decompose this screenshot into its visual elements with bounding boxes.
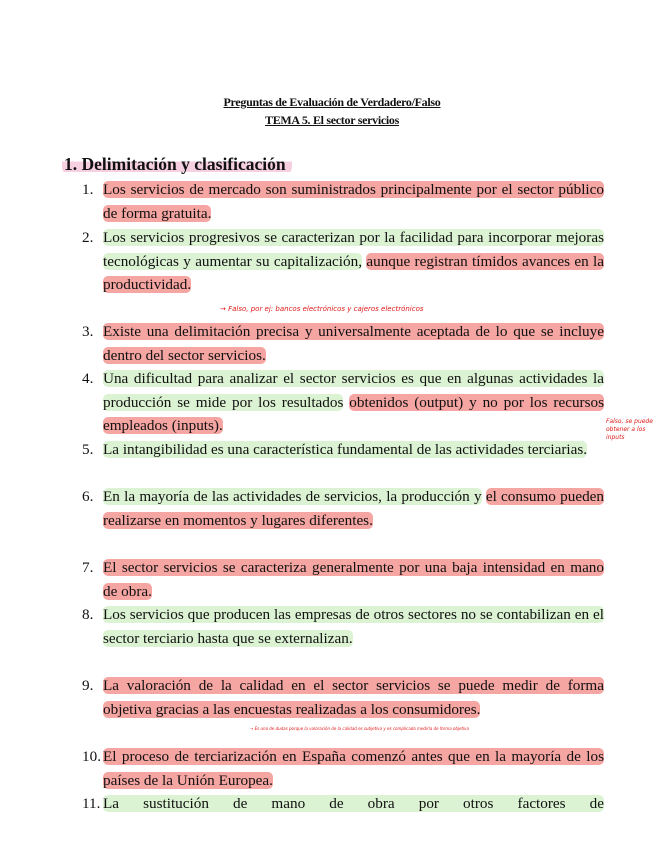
document-subtitle: TEMA 5. El sector servicios xyxy=(265,113,399,127)
question-text-highlight-red: aunque registran tímidos avances en la productividad. xyxy=(103,252,604,294)
question-text: La sustitución de mano de obra por otros factores de xyxy=(103,795,604,812)
question-number: 2. xyxy=(82,229,94,246)
question-text-highlight-green: Los servicios progresivos se caracterizan por la facilidad para incorporar mejoras tecnológicas y aumentar su capitalización, xyxy=(103,229,604,270)
handwritten-note: → Falso, por ej: bancos electrónicos y cajeros electrónicos xyxy=(220,305,424,313)
question-number: 8. xyxy=(82,606,94,623)
question-2 xyxy=(82,226,604,297)
question-6 xyxy=(82,485,604,532)
question-number: 4. xyxy=(82,370,94,387)
question-5 xyxy=(82,438,604,462)
question-text: Los servicios que producen las empresas de otros sectores no se contabilizan en el sector terciario hasta que se externalizan. xyxy=(103,606,604,647)
handwritten-note: Falso, se puede obtener a los inputs xyxy=(606,418,653,441)
question-10 xyxy=(82,745,604,792)
handwritten-note: → Es uno de dudas porque la valoración de la calidad es subjetiva y es complicado medirla de forma objetiva xyxy=(250,726,469,731)
document-title: Preguntas de Evaluación de Verdadero/Falso xyxy=(223,95,441,109)
question-text: Los servicios de mercado son suministrados principalmente por el sector público de forma gratuita. xyxy=(103,181,604,222)
question-number: 5. xyxy=(82,441,94,458)
question-text-highlight-green: En la mayoría de las actividades de servicios, la producción y xyxy=(103,488,482,505)
question-text-highlight-red: obtenidos (output) y no por los recursos empleados (inputs). xyxy=(103,393,605,435)
section-heading: 1. Delimitación y clasificación xyxy=(62,154,292,175)
question-number: 10. xyxy=(82,748,101,765)
question-7 xyxy=(82,556,604,603)
question-text: La valoración de la calidad en el sector servicios se puede medir de forma objetiva gracias a las encuestas realizadas a los consumidores. xyxy=(103,677,604,718)
question-3 xyxy=(82,320,604,367)
question-number: 9. xyxy=(82,677,94,694)
question-text: La intangibilidad es una característica fundamental de las actividades terciarias. xyxy=(103,441,588,458)
question-8 xyxy=(82,603,604,650)
question-text: Existe una delimitación precisa y universalmente aceptada de lo que se incluye dentro del sector servicios. xyxy=(103,323,604,364)
question-number: 7. xyxy=(82,559,94,576)
question-number: 11. xyxy=(82,795,101,812)
question-text-highlight-red: el consumo pueden realizarse en momentos y lugares diferentes. xyxy=(103,488,604,529)
question-11 xyxy=(82,792,604,816)
question-1 xyxy=(82,178,604,225)
question-number: 6. xyxy=(82,488,94,505)
question-4 xyxy=(82,367,604,438)
question-text-highlight-green: Una dificultad para analizar el sector servicios es que en algunas actividades la producción se mide por los resultados xyxy=(103,370,604,411)
question-9 xyxy=(82,674,604,721)
question-text: El proceso de terciarización en España comenzó antes que en la mayoría de los países de la Unión Europea. xyxy=(103,748,604,789)
question-number: 1. xyxy=(82,181,94,198)
question-text: El sector servicios se caracteriza generalmente por una baja intensidad en mano de obra. xyxy=(103,559,604,600)
question-number: 3. xyxy=(82,323,94,340)
